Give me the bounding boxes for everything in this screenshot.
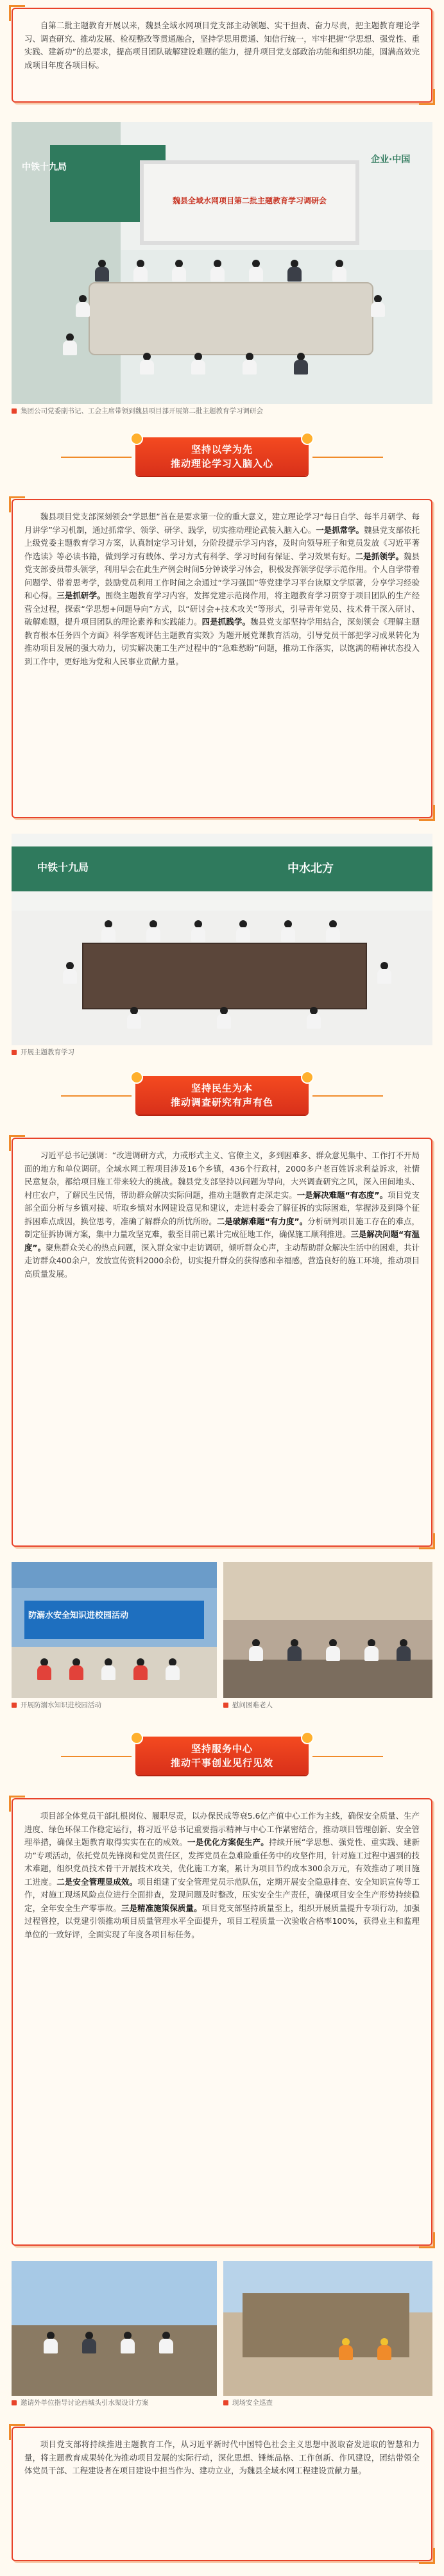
section1-heading	[12, 423, 432, 490]
school-activity-photo	[12, 1562, 217, 1698]
banner-ornament-icon	[130, 432, 143, 445]
meeting-photo	[12, 122, 432, 404]
section2-banner	[135, 1076, 309, 1115]
intro-text: 自第二批主题教育开展以来，魏县全域水网项目党支部主动领题、实干担责、奋力尽责，把主题教育理论学习、调查研究、推动发展、检视整改等贯通融合，坚持学思用贯通、知信行统一，牢牢把握“学思想、强党性、重实践、建新功”的总要求，提高项目团队破解建设难题的能力，提升项目党支部政治功能和组织功能，圆满高效完成项目年度各项目标。	[24, 21, 420, 70]
study-card	[12, 499, 432, 818]
banner-ornament-icon	[301, 432, 314, 445]
research-lead: 一是解决难题“有态度”。	[296, 1190, 388, 1200]
photo1-caption-text: 集团公司党委副书记、工会主席带领到魏县项目部开展第二批主题教育学习调研会	[21, 407, 263, 415]
photo4-caption-right-text: 现场安全巡查	[232, 2399, 273, 2407]
visit-elderly-photo	[223, 1562, 432, 1698]
research-paragraph: 习近平总书记强调：“改进调研方式，力戒形式主义、官僚主义，多到困难多、群众意见集中、工作打不开局面的地方和单位调研。全域水网工程项目涉及16个乡镇，436个行政村，2000多户老百姓诉求利益诉求，社情民意复杂，都给项目施工带来较大的挑战。魏县党支部坚持以问题为导向，大兴调查研究之风，深入田间地头、村庄农户，了解民生民情，帮助群众解决实际问题，推动主题教育走深走实。一是解决难题“有态度”。项目党支部全面分析与乡镇对接、听取乡镇对水网建设意见和建议，走进村委会了解征拆的实际困难，掌握涉及到降个征拆困难点成因，换位思考，准确了解群众的所忧所盼。二是破解难题“有力度”。分析研判项目施工存在的难点，制定征拆协调方案，集中力量攻坚克难，截至目前已累计完成征地工作，确保施工顺利推进。三是解决问题“有温度”。聚焦群众关心的热点问题，深入群众家中走访调研，倾听群众心声，主动帮助群众解决生活中的困难，共计走访群众400余户，发放宣传资料2000余份，切实提升群众的获得感和幸福感，营造良好的施工环境，推动项目高质量发展。	[24, 1150, 420, 1279]
photo4-caption-right	[223, 2398, 432, 2407]
photo3-caption-right-text: 慰问困难老人	[232, 1701, 273, 1709]
study-lead: 二是抓领学。	[355, 551, 404, 561]
research-lead: 二是破解难题“有力度”。	[216, 1216, 308, 1226]
activity-banner: 防溺水安全知识进校园活动	[28, 1611, 129, 1621]
section2-title-line2: 推动调查研究有声有色	[170, 1097, 273, 1108]
development-paragraph: 项目部全体党员干部扎根岗位、履职尽责，以办保民成等衰5.6亿产值中心工作为主线，确保安全质量、生产进度、绿色环保工作稳定运行，将习近平总书记重要指示精神与中心工作紧密结合，推动项目管理创新、安全管理举措，确保主题教育取得实实在在的成效。一是优化方案促生产。持续开展“学思想、强党性、重实践、建新功”专项活动，依托党员先锋岗和党员责任区，发挥党员在急难险重任务中的攻坚作用，针对施工过程中遇到的技术难题，组织党员技术骨干开展技术攻关，优化施工方案，累计为项目节约成本300余万元，有效推动了项目施工进度。二是安全管理显成效。项目组建了安全管理党员示范队伍，定期开展安全隐患排查、安全知识宣传等工作，对施工现场风险点位进行全面排查，发现问题及时整改，压实安全生产责任，确保项目安全生产形势持续稳定，全年安全生产零事故。三是精准施策保质量。项目党支部坚持质量至上，组织开展质量提升专项行动，加强过程管控，以党建引领推动项目质量管理水平全面提升，项目工程质量一次验收合格率100%，获得业主和监理单位的一致好评，全面实现了年度各项目标任务。	[24, 1811, 420, 1939]
banner-ornament-icon	[130, 1731, 143, 1744]
development-lead: 一是优化方案促生产。	[187, 1837, 269, 1847]
caption-bullet-icon	[12, 1050, 17, 1055]
wall-banner-right: 企业·中国	[371, 155, 411, 165]
study-photo	[12, 834, 432, 1045]
section1-title-line1: 坚持以学为先	[191, 444, 253, 455]
research-lead: 三是解决问题“有温度”。	[24, 1229, 420, 1252]
wall-text-right: 中水北方	[287, 862, 334, 875]
caption-bullet-icon	[223, 2400, 228, 2405]
wall-text-left: 中铁十九局	[37, 861, 89, 873]
banner-ornament-icon	[301, 1071, 314, 1084]
study-lead: 四是抓践学。	[201, 617, 251, 627]
photo2-caption-text: 开展主题教育学习	[21, 1048, 74, 1056]
study-lead: 三是抓研学。	[56, 591, 105, 600]
intro-card	[12, 8, 432, 103]
section2-title-line1: 坚持民生为本	[191, 1082, 253, 1094]
section3-title-line2: 推动干事创业见行见效	[170, 1757, 273, 1769]
photo3-caption-right	[223, 1701, 432, 1710]
closing-text: 项目党支部将持续推进主题教育工作，从习近平新时代中国特色社会主义思想中汲取奋发进取的智慧和力量，将主题教育成果转化为推动项目发展的实际行动，深化思想、锤炼品格、工作创新、作风建设，团结带领全体党员干部、工程建设者在项目建设中担当作为、建功立业，为魏县全域水网工程建设贡献力量。	[24, 2439, 420, 2475]
photo4-caption-left-text: 邀请外单位指导讨论西城头引水渠设计方案	[21, 2399, 149, 2407]
photo2-caption	[12, 1048, 432, 1057]
study-lead: 一是抓常学。	[316, 525, 364, 535]
section1-title-line2: 推动理论学习入脑入心	[170, 458, 273, 469]
development-lead: 二是安全管理显成效。	[56, 1876, 138, 1887]
development-card	[12, 1798, 432, 2246]
photo3-caption-left	[12, 1701, 217, 1710]
wall-logo-left: 中铁十九局	[22, 162, 67, 173]
section1-banner	[135, 437, 309, 476]
photo1-block	[12, 122, 432, 416]
photo4-block	[12, 2261, 432, 2407]
research-card	[12, 1138, 432, 1547]
photo3-caption-left-text: 开展防溺水知识进校园活动	[21, 1701, 101, 1709]
section3-banner	[135, 1737, 309, 1775]
study-paragraph: 魏县项目党支部深刻领会“学思想”首在是要求第一位的重大意义，建立理论学习“每日自学、每半月研学、每月讲学”学习机制，通过抓常学、领学、研学、践学，切实推动理论武装入脑入心。一是抓常学。魏县党支部依托上级党委主题教育学习方案，认真制定学习计划，分阶段提示学习内容，及时向领导班子和党员发放《习近平著作选读》等必读书籍，做到学习有载体、学习方式有科学、学习时间有保证、学习效果有好。二是抓领学。魏县党支部委员带头领学，利用早会在此生产例会时间5分钟谈学习体会，积极发挥领学促学示范作用。个人自学带着问题学、带着思考学，鼓励党员利用工作时间之余通过“学习强国”等党建学习平台读原文学原著，分享学习经验和心得。三是抓研学。围绕主题教育学习内容，发挥党建示范岗作用，将主题教育学习贯穿于项目团队的生产经营全过程，探索“学思想+问题导向”方式，以“研讨会+技术攻关”等形式，引导青年党员、技术骨干深入研讨、破解难题，提升项目团队的理论素养和实践能力。四是抓践学。魏县党支部坚持学用结合，深刻领会《理解主题教育根本任务四个方面》科学客观评估主题教育实效》为题开展党课教育活动，引导党员干部把学习成果转化为推动项目发展的强大动力，切实解决施工生产过程中的“急难愁盼”问题，推动工作落实，以饱满的精神状态投入到工作中，更好地为党和人民事业贡献力量。	[24, 512, 420, 666]
caption-bullet-icon	[12, 2400, 17, 2405]
section3-heading	[12, 1722, 432, 1789]
photo1-caption	[12, 407, 432, 416]
development-lead: 三是精准施策保质量。	[121, 1903, 202, 1913]
design-discussion-photo	[12, 2261, 217, 2396]
safety-inspection-photo	[223, 2261, 432, 2396]
closing-card	[12, 2427, 432, 2561]
section2-heading	[12, 1062, 432, 1129]
banner-ornament-icon	[130, 1071, 143, 1084]
caption-bullet-icon	[12, 408, 17, 414]
photo2-block	[12, 834, 432, 1057]
photo3-block	[12, 1562, 432, 1710]
photo4-caption-left	[12, 2398, 217, 2407]
caption-bullet-icon	[223, 1703, 228, 1708]
banner-ornament-icon	[301, 1731, 314, 1744]
caption-bullet-icon	[12, 1703, 17, 1708]
section3-title-line1: 坚持服务中心	[191, 1743, 253, 1755]
screen-title: 魏县全域水网项目第二批主题教育学习调研会	[172, 196, 327, 205]
presentation-screen	[140, 160, 359, 245]
